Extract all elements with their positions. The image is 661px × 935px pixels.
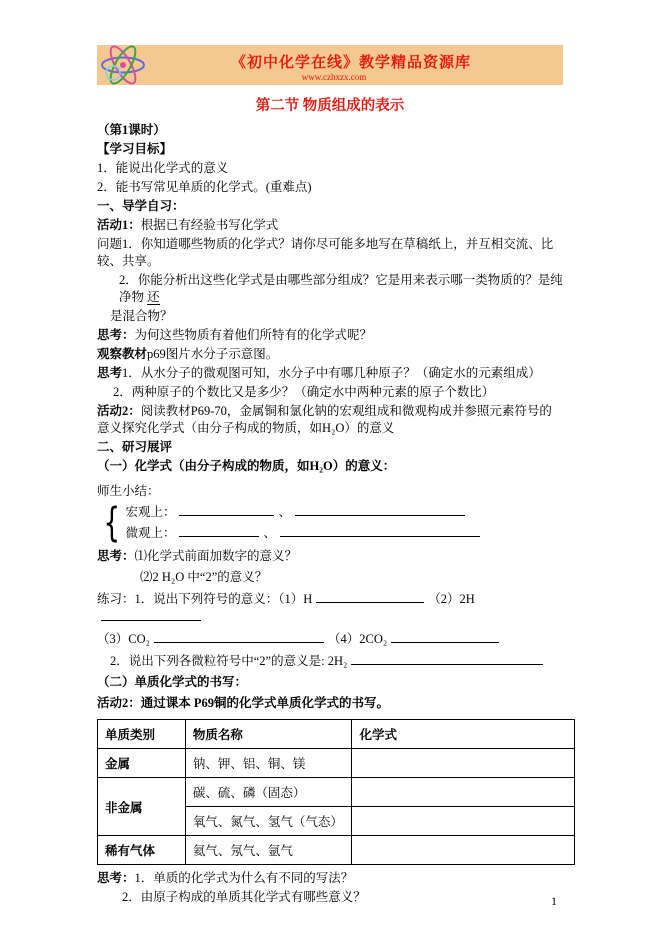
text-run: 2．由原子构成的单质其化学式有哪些意义？ [122, 890, 366, 904]
text-run: 1．从水分子的微观图可知，水分子中有哪几种原子？（确定水的元素组成） [122, 366, 541, 380]
line-activity-2 [97, 403, 563, 437]
text-run: 2．两种原子的个数比又是多少？（确定水中两种元素的原子个数比） [113, 385, 495, 399]
doc-title: 第二节 物质组成的表示 [255, 98, 405, 114]
text-run: （3）CO₂ [97, 632, 150, 646]
line-section-2 [97, 439, 563, 456]
text-run-bold: 思考： [97, 328, 135, 342]
text-run-bold: （一）化学式（由分子构成的物质，如H₂O）的意义： [97, 459, 396, 473]
text-run-bold: 活动2： [97, 696, 141, 710]
text-run: 2．能书写常见单质的化学式。(重难点) [97, 180, 312, 194]
text-run: 为何这些物质有着他们所特有的化学式呢？ [134, 328, 373, 342]
page-number: 1 [551, 894, 557, 908]
text-run: 是混合物？ [110, 309, 173, 323]
cell-substances: 氧气、氮气、氢气（气态） [185, 807, 352, 836]
line-observe [97, 346, 563, 363]
cell-formula-blank [352, 807, 575, 836]
fill-in-blank [179, 524, 259, 537]
table-header-row [98, 720, 575, 749]
col-header-category: 单质类别 [98, 720, 186, 749]
fill-in-blank [179, 503, 274, 516]
line-question-1 [97, 236, 563, 270]
text-run: ⑵2 H₂O 中“2”的意义？ [140, 570, 268, 584]
line-summary-label [97, 483, 563, 500]
text-run-bold: 活动1： [97, 218, 141, 232]
cell-formula-blank [352, 836, 575, 865]
line-think-3 [97, 548, 563, 565]
text-run: 练习：1．说出下列符号的意义：（1）H [97, 592, 313, 606]
line-goal-2 [97, 179, 563, 196]
text-run: 问题1．你知道哪些物质的化学式？请你尽可能多地写在草稿纸上，并互相交流、比较、共享。 [97, 237, 554, 268]
cell-substances: 碳、硫、磷（固态） [185, 778, 352, 807]
worksheet-body [97, 122, 563, 906]
header-banner [97, 45, 563, 85]
line-practice-1 [97, 590, 563, 626]
line-subsection-2 [97, 674, 563, 691]
text-run: 微观上： [125, 526, 176, 540]
text-run: 、 [263, 526, 276, 540]
line-section-1 [97, 198, 563, 215]
line-class-period [97, 122, 563, 139]
fill-in-blank [295, 503, 465, 516]
text-run: 1．能说出化学式的意义 [97, 161, 229, 175]
text-run: 2．说出下列各微粒符号中“2”的意义是: 2H₂ [110, 654, 348, 668]
line-activity-1 [97, 217, 563, 234]
text-run: 宏观上： [125, 505, 176, 519]
fill-in-blank [154, 630, 324, 643]
cell-formula-blank [352, 778, 575, 807]
line-goals-heading [97, 141, 563, 158]
text-run: 1．单质的化学式为什么有不同的写法？ [134, 871, 354, 885]
text-run-bold: 思考： [97, 549, 135, 563]
left-brace-glyph: { [103, 500, 120, 546]
text-run: （2）2H [428, 592, 475, 606]
text-run-bold: 思考 [97, 366, 123, 380]
line-macro [125, 502, 484, 523]
banner-url: www.czhxzx.com [301, 72, 367, 82]
atom-logo-icon [99, 45, 147, 85]
summary-brace-block [99, 502, 563, 544]
line-think-2-cont [97, 384, 563, 401]
table-row-noble-gas [98, 836, 575, 865]
fill-in-blank [316, 590, 424, 603]
text-run: 2．你能分析出这些化学式是由哪些部分组成？它是用来表示哪一类物质的？是纯净物 [119, 273, 563, 304]
text-run: ⑴化学式前面加数字的意义？ [134, 549, 298, 563]
cell-formula-blank [352, 749, 575, 778]
text-run-bold: 二、研习展评 [97, 440, 173, 454]
line-think-2 [97, 365, 563, 382]
line-think-1 [97, 327, 563, 344]
text-run: 师生小结： [97, 484, 160, 498]
line-subsection-1 [97, 458, 563, 475]
substance-table [97, 719, 575, 865]
text-run: p69图片水分子示意图。 [147, 347, 279, 361]
line-activity-3 [97, 695, 563, 712]
cell-substances: 钠、钾、铝、铜、镁 [185, 749, 352, 778]
cell-category: 金属 [98, 749, 186, 778]
col-header-substance: 物质名称 [185, 720, 352, 749]
text-run-bold: 观察教材 [97, 347, 148, 361]
line-question-2-cont [97, 308, 563, 325]
cell-substances: 氦气、氖气、氩气 [185, 836, 352, 865]
text-run-underlined: 还 [147, 290, 160, 304]
text-run-bold: 【学习目标】 [97, 142, 173, 156]
text-run-bold: 一、导学自习： [97, 199, 185, 213]
line-question-2 [97, 272, 563, 306]
line-think-3-cont [97, 569, 563, 586]
line-think-4-cont [97, 889, 563, 906]
text-run-bold: （第1课时） [97, 123, 166, 137]
text-run-bold: 思考： [97, 871, 135, 885]
text-run: 、 [278, 505, 291, 519]
table-row-nonmetal-solid [98, 778, 575, 807]
cell-category: 非金属 [98, 778, 186, 836]
text-run: 根据已有经验书写化学式 [140, 218, 279, 232]
table-row-metal [98, 749, 575, 778]
line-practice-3 [97, 652, 563, 670]
line-goal-1 [97, 160, 563, 177]
col-header-formula: 化学式 [352, 720, 575, 749]
summary-lines [125, 502, 484, 544]
text-run-bold: （二）单质化学式的书写： [97, 675, 248, 689]
fill-in-blank [391, 630, 499, 643]
cell-category: 稀有气体 [98, 836, 186, 865]
line-micro [125, 523, 484, 544]
line-practice-2 [97, 630, 563, 648]
line-think-4 [97, 870, 563, 887]
fill-in-blank [101, 608, 201, 621]
text-run-bold: 通过课本 P69铜的化学式单质化学式的书写。 [140, 696, 390, 710]
text-run: （4）2CO₂ [327, 632, 388, 646]
banner-title: 《初中化学在线》教学精品资源库 [230, 55, 471, 71]
text-run-bold: 活动2： [97, 404, 141, 418]
fill-in-blank [280, 524, 480, 537]
text-run: 阅读教材P69-70，金属铜和氯化钠的宏观组成和微观构成并参照元素符号的意义探究化学式（由分子构成的物质，如H₂O）的意义 [97, 404, 552, 435]
fill-in-blank [351, 652, 543, 665]
